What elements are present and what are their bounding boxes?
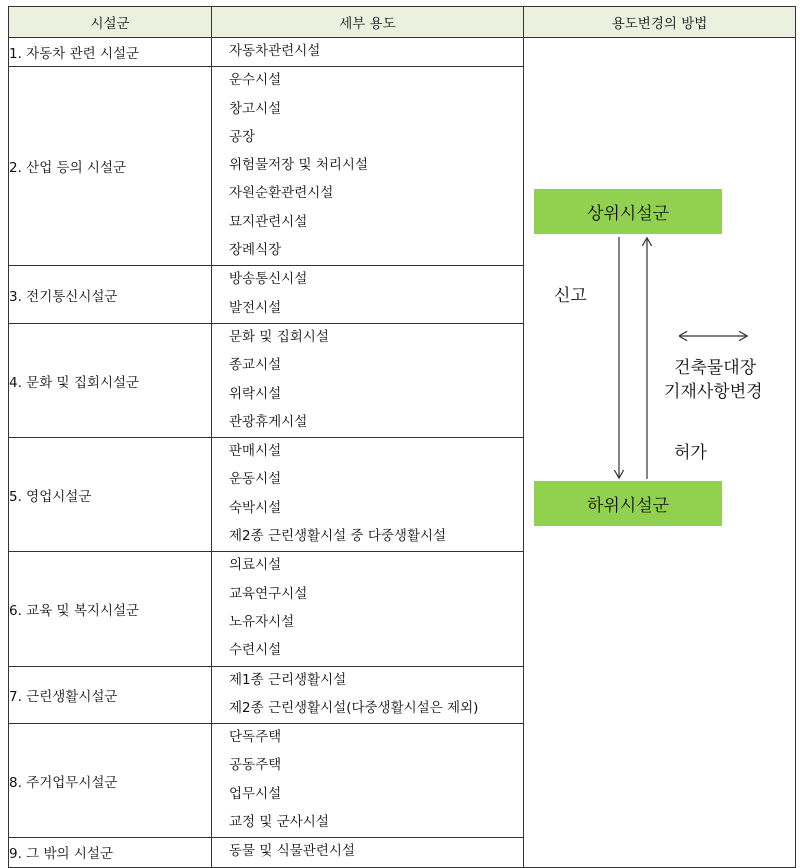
detailed-use-item: 묘지관련시설	[229, 213, 308, 230]
facility-group-cell: 3. 전기통신시설군	[9, 266, 212, 324]
detailed-use-item: 교정 및 군사시설	[229, 814, 329, 831]
detailed-use-item: 교육연구시설	[229, 585, 308, 602]
change-method-diagram	[524, 38, 799, 818]
detailed-use-item: 창고시설	[229, 100, 282, 117]
detailed-use-item: 제2종 근린생활시설(다중생활시설은 제외)	[229, 699, 479, 716]
facility-group-cell: 6. 교육 및 복지시설군	[9, 552, 212, 666]
detailed-use-item: 관광휴게시설	[229, 413, 308, 430]
header-detailed-use: 세부 용도	[212, 7, 524, 38]
detailed-use-item: 수련시설	[229, 642, 282, 659]
detailed-use-cell	[212, 38, 524, 67]
detailed-use-item: 공동주택	[229, 757, 282, 774]
detailed-use-item: 노유자시설	[229, 613, 295, 630]
detailed-use-item: 자원순환관련시설	[229, 185, 334, 202]
detailed-use-item: 제1종 근리생활시설	[229, 671, 347, 688]
detailed-use-item: 자동차관련시설	[229, 43, 321, 59]
detailed-use-item: 위험물저장 및 처리시설	[229, 157, 368, 174]
permit-label: 허가	[674, 443, 707, 463]
detailed-use-item: 동물 및 식물관련시설	[229, 843, 355, 860]
facility-group-cell: 9. 그 밖의 시설군	[9, 838, 212, 867]
detailed-use-item: 제2종 근린생활시설 중 다중생활시설	[229, 528, 447, 545]
arrows-graphic	[524, 38, 799, 818]
detailed-use-item: 단독주택	[229, 729, 282, 746]
detailed-use-cell	[212, 438, 524, 552]
detailed-use-item: 위락시설	[229, 385, 282, 402]
table-row	[9, 38, 796, 67]
facility-group-cell: 1. 자동차 관련 시설군	[9, 38, 212, 67]
detailed-use-item: 운수시설	[229, 72, 282, 89]
detailed-use-item: 업무시설	[229, 785, 282, 802]
facility-group-cell: 2. 산업 등의 시설군	[9, 67, 212, 266]
header-row	[9, 7, 796, 38]
detailed-use-item: 발전시설	[229, 299, 282, 316]
lower-facility-group-box: 하위시설군	[534, 481, 722, 526]
facility-group-cell: 4. 문화 및 집회시설군	[9, 323, 212, 437]
report-label: 신고	[554, 286, 587, 306]
detailed-use-cell	[212, 323, 524, 437]
detailed-use-cell	[212, 724, 524, 838]
detailed-use-item: 방송통신시설	[229, 271, 308, 288]
detailed-use-item: 종교시설	[229, 357, 282, 374]
detailed-use-cell	[212, 67, 524, 266]
facility-group-cell: 7. 근린생활시설군	[9, 666, 212, 724]
header-change-method: 용도변경의 방법	[524, 7, 796, 38]
detailed-use-item: 숙박시설	[229, 499, 282, 516]
detailed-use-item: 공장	[229, 128, 256, 145]
detailed-use-item: 문화 및 집회시설	[229, 328, 329, 345]
use-change-table	[8, 6, 796, 868]
header-facility-group: 시설군	[9, 7, 212, 38]
change-method-cell	[524, 38, 796, 868]
register-change-label-line2: 기재사항변경	[664, 382, 763, 402]
detailed-use-item: 의료시설	[229, 557, 282, 574]
facility-group-cell: 5. 영업시설군	[9, 438, 212, 552]
detailed-use-cell	[212, 266, 524, 324]
detailed-use-cell	[212, 838, 524, 867]
detailed-use-cell	[212, 552, 524, 666]
detailed-use-item: 장례식장	[229, 242, 282, 259]
detailed-use-item: 운동시설	[229, 471, 282, 488]
register-change-label-line1: 건축물대장	[674, 358, 757, 378]
detailed-use-cell	[212, 666, 524, 724]
facility-group-cell: 8. 주거업무시설군	[9, 724, 212, 838]
detailed-use-item: 판매시설	[229, 443, 282, 460]
upper-facility-group-box: 상위시설군	[534, 189, 722, 234]
